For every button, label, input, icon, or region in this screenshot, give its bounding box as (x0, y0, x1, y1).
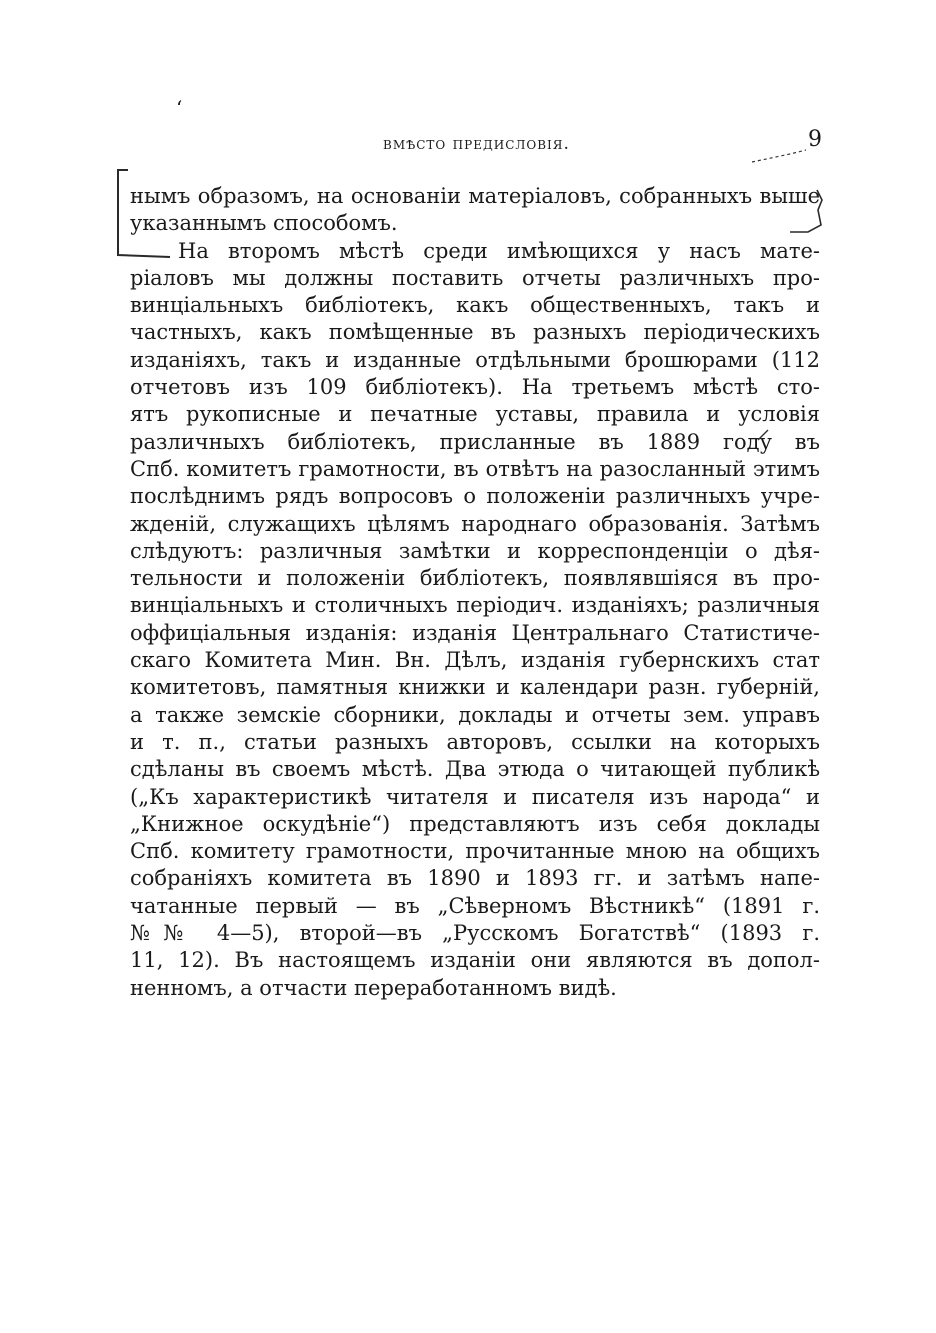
text-line: собраніяхъ комитета въ 1890 и 1893 гг. и затѣмъ напе- (130, 866, 820, 891)
text-line: различныхъ библіотекъ, присланные въ 1889 году въ (130, 429, 820, 454)
text-line: и т. п., статьи разныхъ авторовъ, ссылки на которыхъ (130, 729, 820, 754)
text-line: оффиціальныя изданія: изданія Центральнаго Статистиче- (130, 620, 820, 645)
text-line: частныхъ, какъ помѣщенные въ разныхъ періодическихъ (130, 320, 820, 345)
text-line: сдѣланы въ своемъ мѣстѣ. Два этюда о читающей публикѣ (130, 757, 820, 782)
text-line: винціальныхъ и столичныхъ періодич. изданіяхъ; различныя (130, 593, 820, 618)
text-line: чатанные первый — въ „Сѣверномъ Вѣстникѣ“ (1891 г. (130, 893, 820, 918)
running-title: вмѣсто предисловія. (383, 134, 570, 154)
text-line: №№ 4—5), второй—въ „Русскомъ Богатствѣ“ (1893 г. (130, 921, 820, 946)
text-line: послѣднимъ рядъ вопросовъ о положеніи различныхъ учре- (130, 484, 820, 509)
text-line: жденій, служащихъ цѣлямъ народнаго образованія. Затѣмъ (130, 511, 820, 536)
stray-ink-mark: ʻ (176, 96, 183, 120)
text-line: („Къ характеристикѣ читателя и писателя изъ народа“ и (130, 784, 820, 809)
text-line: 11, 12). Въ настоящемъ изданіи они являются въ допол- (130, 948, 820, 973)
text-line: а также земскіе сборники, доклады и отчеты зем. управъ (130, 702, 820, 727)
text-line: ріаловъ мы должны поставить отчеты различныхъ про- (130, 265, 820, 290)
text-line: скаго Комитета Мин. Вн. Дѣлъ, изданія губернскихъ стат (130, 648, 820, 673)
text-line: „Книжное оскудѣніе“) представляютъ изъ себя доклады (130, 811, 820, 836)
body-text (130, 183, 820, 1002)
text-line: отчетовъ изъ 109 библіотекъ). На третьемъ мѣстѣ сто- (130, 375, 820, 400)
text-line: Спб. комитетъ грамотности, въ отвѣтъ на разосланный этимъ (130, 456, 820, 481)
text-line: слѣдуютъ: различныя замѣтки и корреспонденціи о дѣя- (130, 538, 820, 563)
header-dash-mark (752, 150, 806, 162)
text-line: указаннымъ способомъ. (130, 211, 398, 236)
text-line: ятъ рукописные и печатные уставы, правила и условія (130, 402, 820, 427)
text-line: тельности и положеніи библіотекъ, появлявшіяся въ про- (130, 566, 820, 591)
text-line: На второмъ мѣстѣ среди имѣющихся у насъ мате- (178, 238, 820, 263)
page-number: 9 (808, 127, 822, 152)
text-line: ненномъ, а отчасти переработанномъ видѣ. (130, 975, 617, 1000)
text-line: изданіяхъ, такъ и изданные отдѣльными брошюрами (112 (130, 347, 820, 372)
text-line: нымъ образомъ, на основаніи матеріаловъ, собранныхъ выше (130, 184, 820, 208)
text-line: комитетовъ, памятныя книжки и календари разн. губерній, (130, 675, 820, 700)
text-line: винціальныхъ библіотекъ, какъ общественныхъ, такъ и (130, 293, 820, 318)
text-line: Спб. комитету грамотности, прочитанные мною на общихъ (130, 839, 820, 864)
